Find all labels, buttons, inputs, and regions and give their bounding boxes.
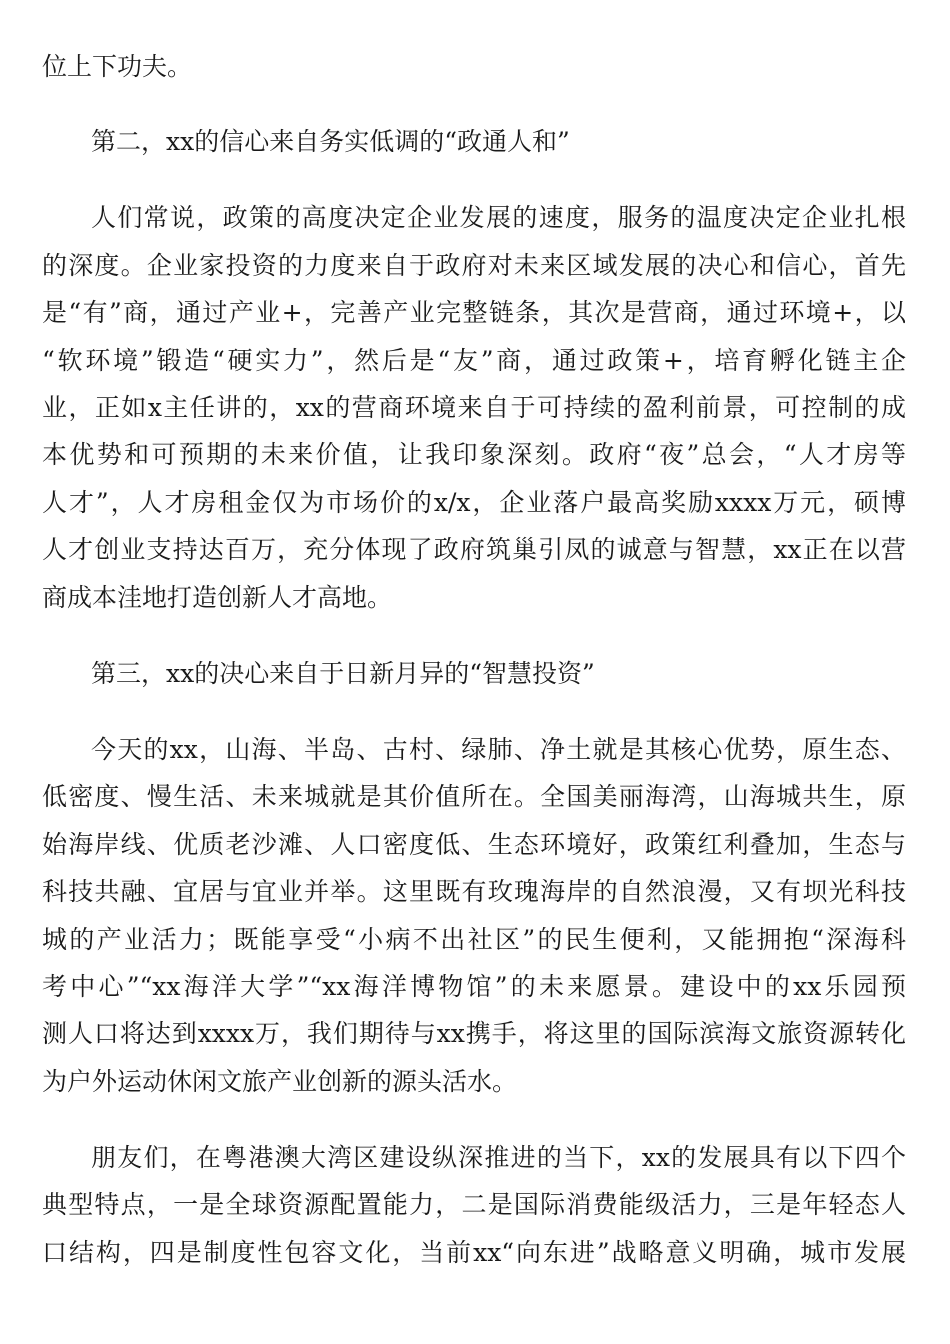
paragraph-2-line: “软环境”锻造“硬实力”，然后是“友”商，通过政策+，培育孵化链主企 [42,346,906,375]
paragraph-3-line: 考中心”“xx海洋大学”“xx海洋博物馆”的未来愿景。建设中的xx乐园预 [42,972,906,1001]
paragraph-2-line: 人才”，人才房租金仅为市场价的x/x，企业落户最高奖励xxxx万元，硕博 [42,488,906,517]
paragraph-3-line: 低密度、慢生活、未来城就是其价值所在。全国美丽海湾，山海城共生，原 [42,782,906,811]
paragraph-3-line: 科技共融、宜居与宜业并举。这里既有玫瑰海岸的自然浪漫，又有坝光科技 [42,877,906,906]
paragraph-2-line: 业，正如x主任讲的，xx的营商环境来自于可持续的盈利前景，可控制的成 [42,393,906,422]
paragraph-4-line: 典型特点，一是全球资源配置能力，二是国际消费能级活力，三是年轻态人 [42,1190,906,1219]
continuation-line: 位上下功夫。 [42,52,193,81]
section-heading-2: 第二，xx的信心来自务实低调的“政通人和” [91,127,570,156]
paragraph-2-line: 本优势和可预期的未来价值，让我印象深刻。政府“夜”总会，“人才房等 [42,440,906,469]
paragraph-3-line: 为户外运动休闲文旅产业创新的源头活水。 [42,1067,518,1096]
paragraph-2-line: 商成本洼地打造创新人才高地。 [42,583,393,612]
paragraph-3-line: 始海岸线、优质老沙滩、人口密度低、生态环境好，政策红利叠加，生态与 [42,830,906,859]
paragraph-3-line: 测人口将达到xxxx万，我们期待与xx携手，将这里的国际滨海文旅资源转化 [42,1019,906,1048]
paragraph-4-line: 朋友们，在粤港澳大湾区建设纵深推进的当下，xx的发展具有以下四个 [91,1143,906,1172]
paragraph-2-line: 的深度。企业家投资的力度来自于政府对未来区域发展的决心和信心，首先 [42,251,906,280]
paragraph-2-line: 是“有”商，通过产业+，完善产业完整链条，其次是营商，通过环境+，以 [42,298,906,327]
section-heading-3: 第三，xx的决心来自于日新月异的“智慧投资” [91,659,595,688]
paragraph-3-line: 城的产业活力；既能享受“小病不出社区”的民生便利，又能拥抱“深海科 [42,925,906,954]
paragraph-3-line: 今天的xx，山海、半岛、古村、绿肺、净土就是其核心优势，原生态、 [91,735,906,764]
paragraph-4-line: 口结构，四是制度性包容文化，当前xx“向东进”战略意义明确，城市发展 [42,1238,906,1267]
paragraph-2-line: 人们常说，政策的高度决定企业发展的速度，服务的温度决定企业扎根 [91,203,906,232]
paragraph-2-line: 人才创业支持达百万，充分体现了政府筑巢引凤的诚意与智慧，xx正在以营 [42,535,906,564]
